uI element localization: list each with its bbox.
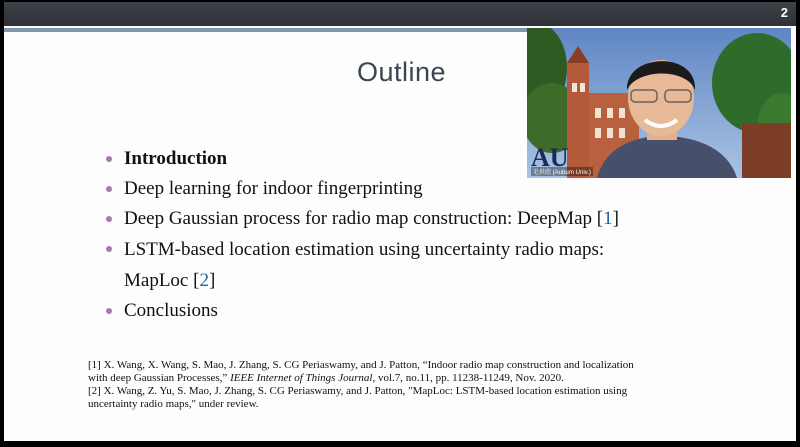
bullet-lstm: LSTM-based location estimation using uncertainty radio maps:: [104, 234, 704, 265]
references: [88, 359, 778, 411]
screen-bottom-bar: [0, 441, 800, 447]
svg-text:AU: AU: [531, 143, 569, 172]
participant-name-label: 毛世欣 (Auburn Univ.): [531, 167, 593, 176]
page-number: 2: [780, 5, 788, 20]
bullet-introduction: Introduction: [104, 144, 704, 174]
reference-link-1[interactable]: 1: [603, 208, 613, 229]
bullet-lstm-continued: MapLoc [2]: [124, 270, 216, 291]
presentation-slide: [4, 2, 796, 443]
accent-line: [4, 28, 529, 32]
reference-link-2[interactable]: 2: [199, 270, 209, 291]
slide-title: Outline: [356, 57, 447, 87]
bullet-deep-learning: Deep learning for indoor fingerprinting: [104, 174, 704, 204]
reference-1: [1] X. Wang, X. Wang, S. Mao, J. Zhang, S. CG Periaswamy, and J. Patton, “Indoor radio map construction and localization with deep Gaussian Processes,” IEEE Internet of Things Journal, vol.7, no.11, pp. 11238-11249, Nov. 2020.: [88, 359, 634, 384]
bullet-conclusions: Conclusions: [104, 296, 704, 326]
slide-header-bar: [4, 2, 796, 26]
bullet-deepmap: Deep Gaussian process for radio map construction: DeepMap [1]: [104, 204, 704, 234]
reference-2: [2] X. Wang, Z. Yu, S. Mao, J. Zhang, S. CG Periaswamy, and J. Patton, "MapLoc: LSTM-based location estimation using uncertainty radio maps," under review.: [88, 385, 628, 410]
webcam-video: [527, 28, 791, 178]
webcam-scene: [527, 28, 791, 178]
